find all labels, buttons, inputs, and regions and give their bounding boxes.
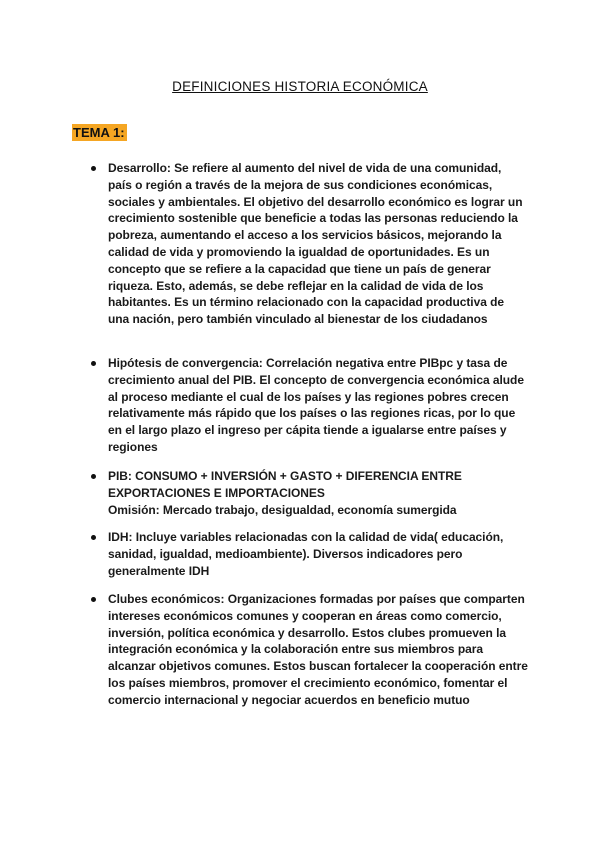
bullet-icon <box>91 535 96 540</box>
bullet-icon <box>91 361 96 366</box>
list-item <box>0 355 600 468</box>
list-item <box>0 591 600 709</box>
definition-subtext: Omisión: Mercado trabajo, desigualdad, economía sumergida <box>108 502 457 517</box>
definition-text: Hipótesis de convergencia: Correlación negativa entre PIBpc y tasa de crecimiento anual del PIB. El concepto de convergencia económica alude al proceso mediante el cual de los países y las regiones pobres crecen relativamente más rápido que los países o las regiones ricas, por lo que en el largo plazo el ingreso per cápita tiende a igualarse entre países y regiones <box>108 356 524 454</box>
bullet-icon <box>91 597 96 602</box>
list-item <box>0 529 600 591</box>
definition-text: Desarrollo: Se refiere al aumento del nivel de vida de una comunidad, país o región a través de la mejora de sus condiciones económicas, sociales y ambientales. El objetivo del desarrollo económico es lograr un crecimiento sostenible que beneficie a todas las personas reduciendo la pobreza, aumentando el acceso a los servicios básicos, mejorando la calidad de vida y promoviendo la igualdad de oportunidades. Es un concepto que se refiere a la capacidad que tiene un país de generar riqueza. Esto, además, se debe reflejar en la calidad de vida de los habitantes. Es un término relacionado con la capacidad productiva de una nación, pero también vinculado al bienestar de los ciudadanos <box>108 161 523 327</box>
document-title: DEFINICIONES HISTORIA ECONÓMICA <box>172 79 428 94</box>
bullet-icon <box>91 166 96 171</box>
definition-text: PIB: CONSUMO + INVERSIÓN + GASTO + DIFERENCIA ENTRE EXPORTACIONES E IMPORTACIONES <box>108 469 462 500</box>
list-item <box>0 468 600 529</box>
definition-text: Clubes económicos: Organizaciones formadas por países que comparten intereses económicos comunes y cooperan en áreas como comercio, inversión, política económica y desarrollo. Estos clubes promueven la integración económica y la colaboración entre sus miembros para alcanzar objetivos comunes. Estos buscan fortalecer la cooperación entre los países miembros, promover el crecimiento económico, fomentar el comercio internacional y negociar acuerdos en beneficio mutuo <box>108 592 528 707</box>
bullet-icon <box>91 474 96 479</box>
list-item <box>0 160 600 355</box>
section-heading: TEMA 1: <box>73 125 125 140</box>
definition-text: IDH: Incluye variables relacionadas con la calidad de vida( educación, sanidad, igualdad, medioambiente). Diversos indicadores pero generalmente IDH <box>108 530 504 578</box>
definition-block <box>108 468 528 518</box>
definition-list <box>0 160 600 709</box>
